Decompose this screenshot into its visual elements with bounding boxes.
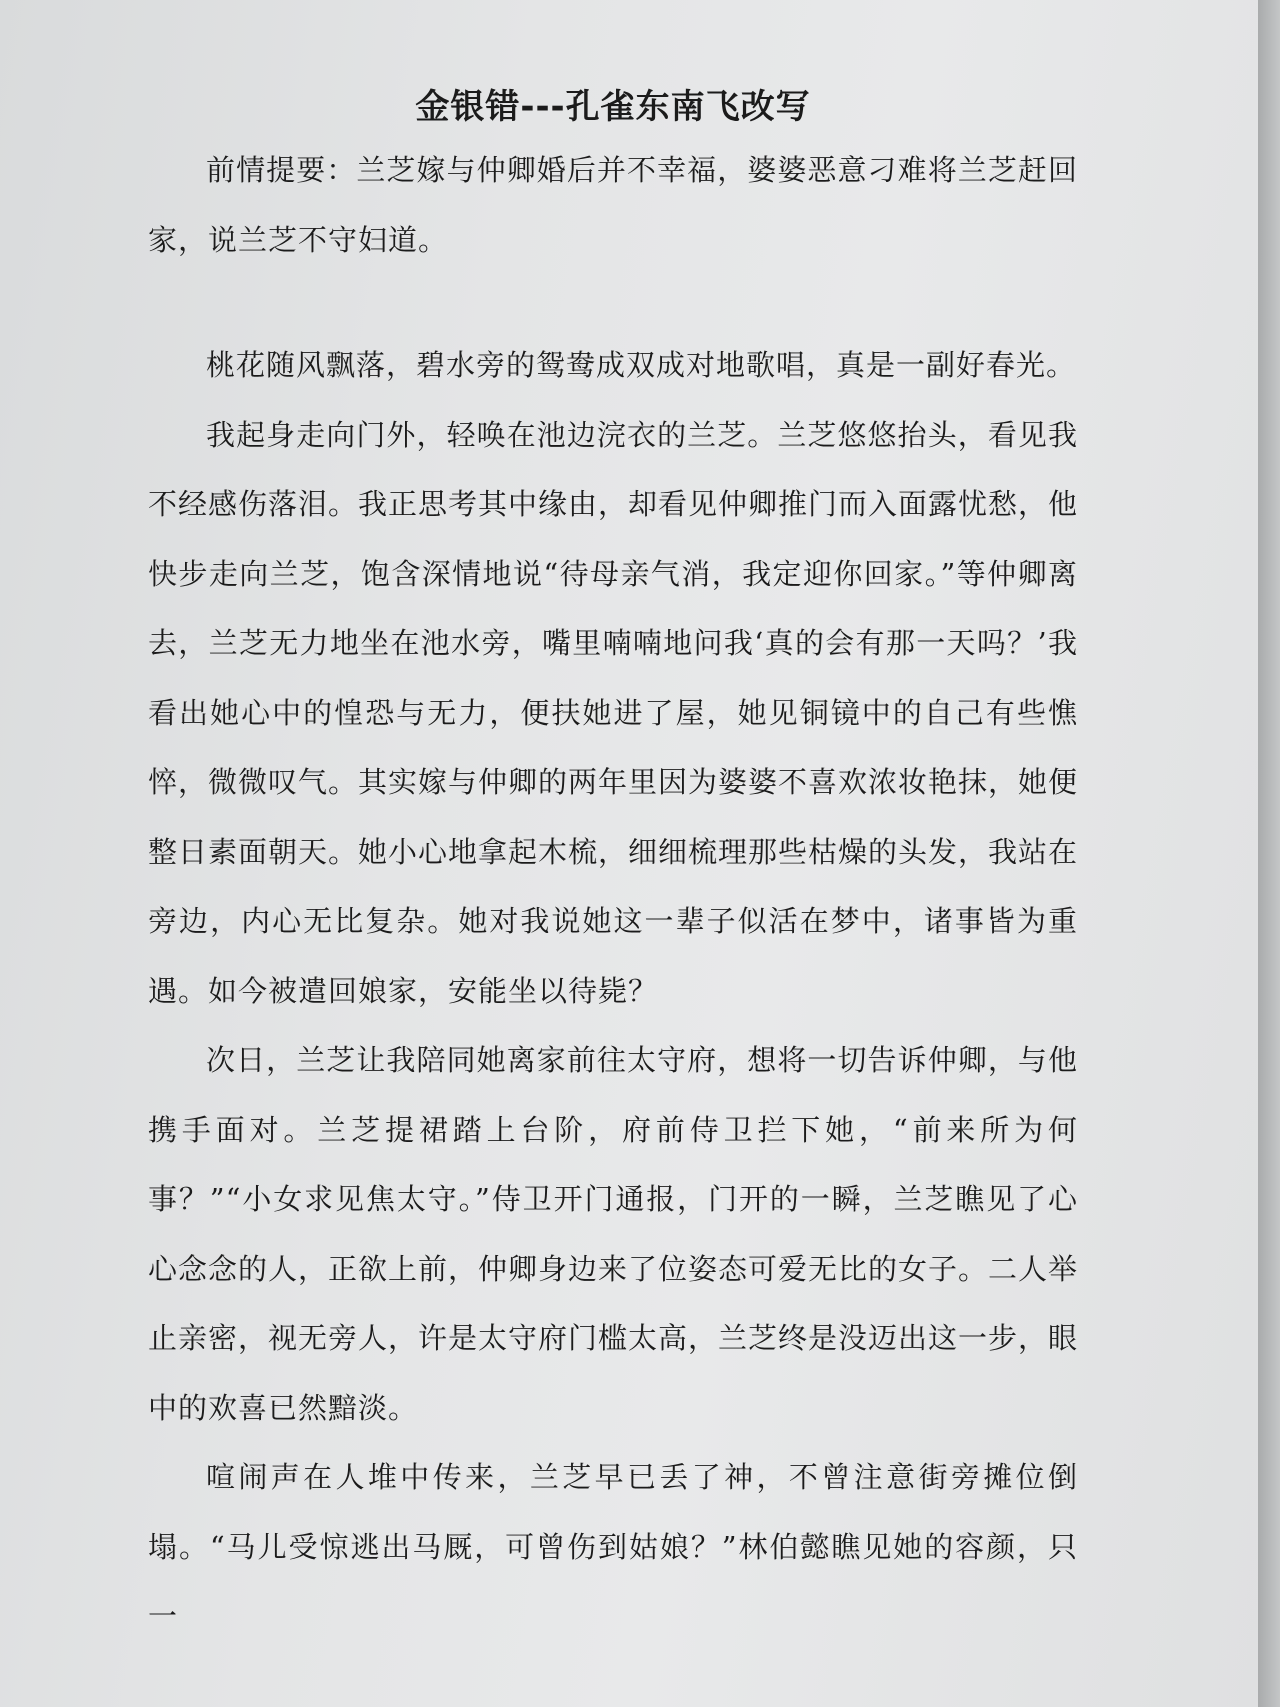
body-paragraph-3: 次日，兰芝让我陪同她离家前往太守府，想将一切告诉仲卿，与他携手面对。兰芝提裙踏上台阶，府前侍卫拦下她，“前来所为何事？”“小女求见焦太守。”侍卫开门通报，门开的一瞬，兰芝瞧见了心心念念的人，正欲上前，仲卿身边来了位姿态可爱无比的女子。二人举止亲密，视无旁人，许是太守府门槛太高，兰芝终是没迈出这一步，眼中的欢喜已然黯淡。: [148, 1043, 1079, 1425]
summary-paragraph: 前情提要：兰芝嫁与仲卿婚后并不幸福，婆婆恶意刁难将兰芝赶回家，说兰芝不守妇道。: [148, 153, 1078, 257]
document-body: [148, 78, 1078, 1652]
page-edge-shadow: [1258, 0, 1280, 1707]
body-paragraph-2: 我起身走向门外，轻唤在池边浣衣的兰芝。兰芝悠悠抬头，看见我不经感伤落泪。我正思考其中缘由，却看见仲卿推门而入面露忧愁，他快步走向兰芝，饱含深情地说“待母亲气消，我定迎你回家。”等仲卿离去，兰芝无力地坐在池水旁，嘴里喃喃地问我‘真的会有那一天吗？’我看出她心中的惶恐与无力，便扶她进了屋，她见铜镜中的自己有些憔悴，微微叹气。其实嫁与仲卿的两年里因为婆婆不喜欢浓妆艳抹，她便整日素面朝天。她小心地拿起木梳，细细梳理那些枯燥的头发，我站在旁边，内心无比复杂。她对我说她这一辈子似活在梦中，诸事皆为重遇。如今被遣回娘家，安能坐以待毙？: [148, 417, 1079, 1008]
paragraph-gap: [148, 275, 1078, 331]
document-title: 金银错---孔雀东南飞改写: [415, 87, 811, 127]
body-paragraph-4: 喧闹声在人堆中传来，兰芝早已丢了神，不曾注意街旁摊位倒塌。“马儿受惊逃出马厩，可曾伤到姑娘？”林伯懿瞧见她的容颜，只一: [148, 1460, 1078, 1633]
body-paragraph-1: 桃花随风飘落，碧水旁的鸳鸯成双成对地歌唱，真是一副好春光。: [206, 348, 1077, 382]
